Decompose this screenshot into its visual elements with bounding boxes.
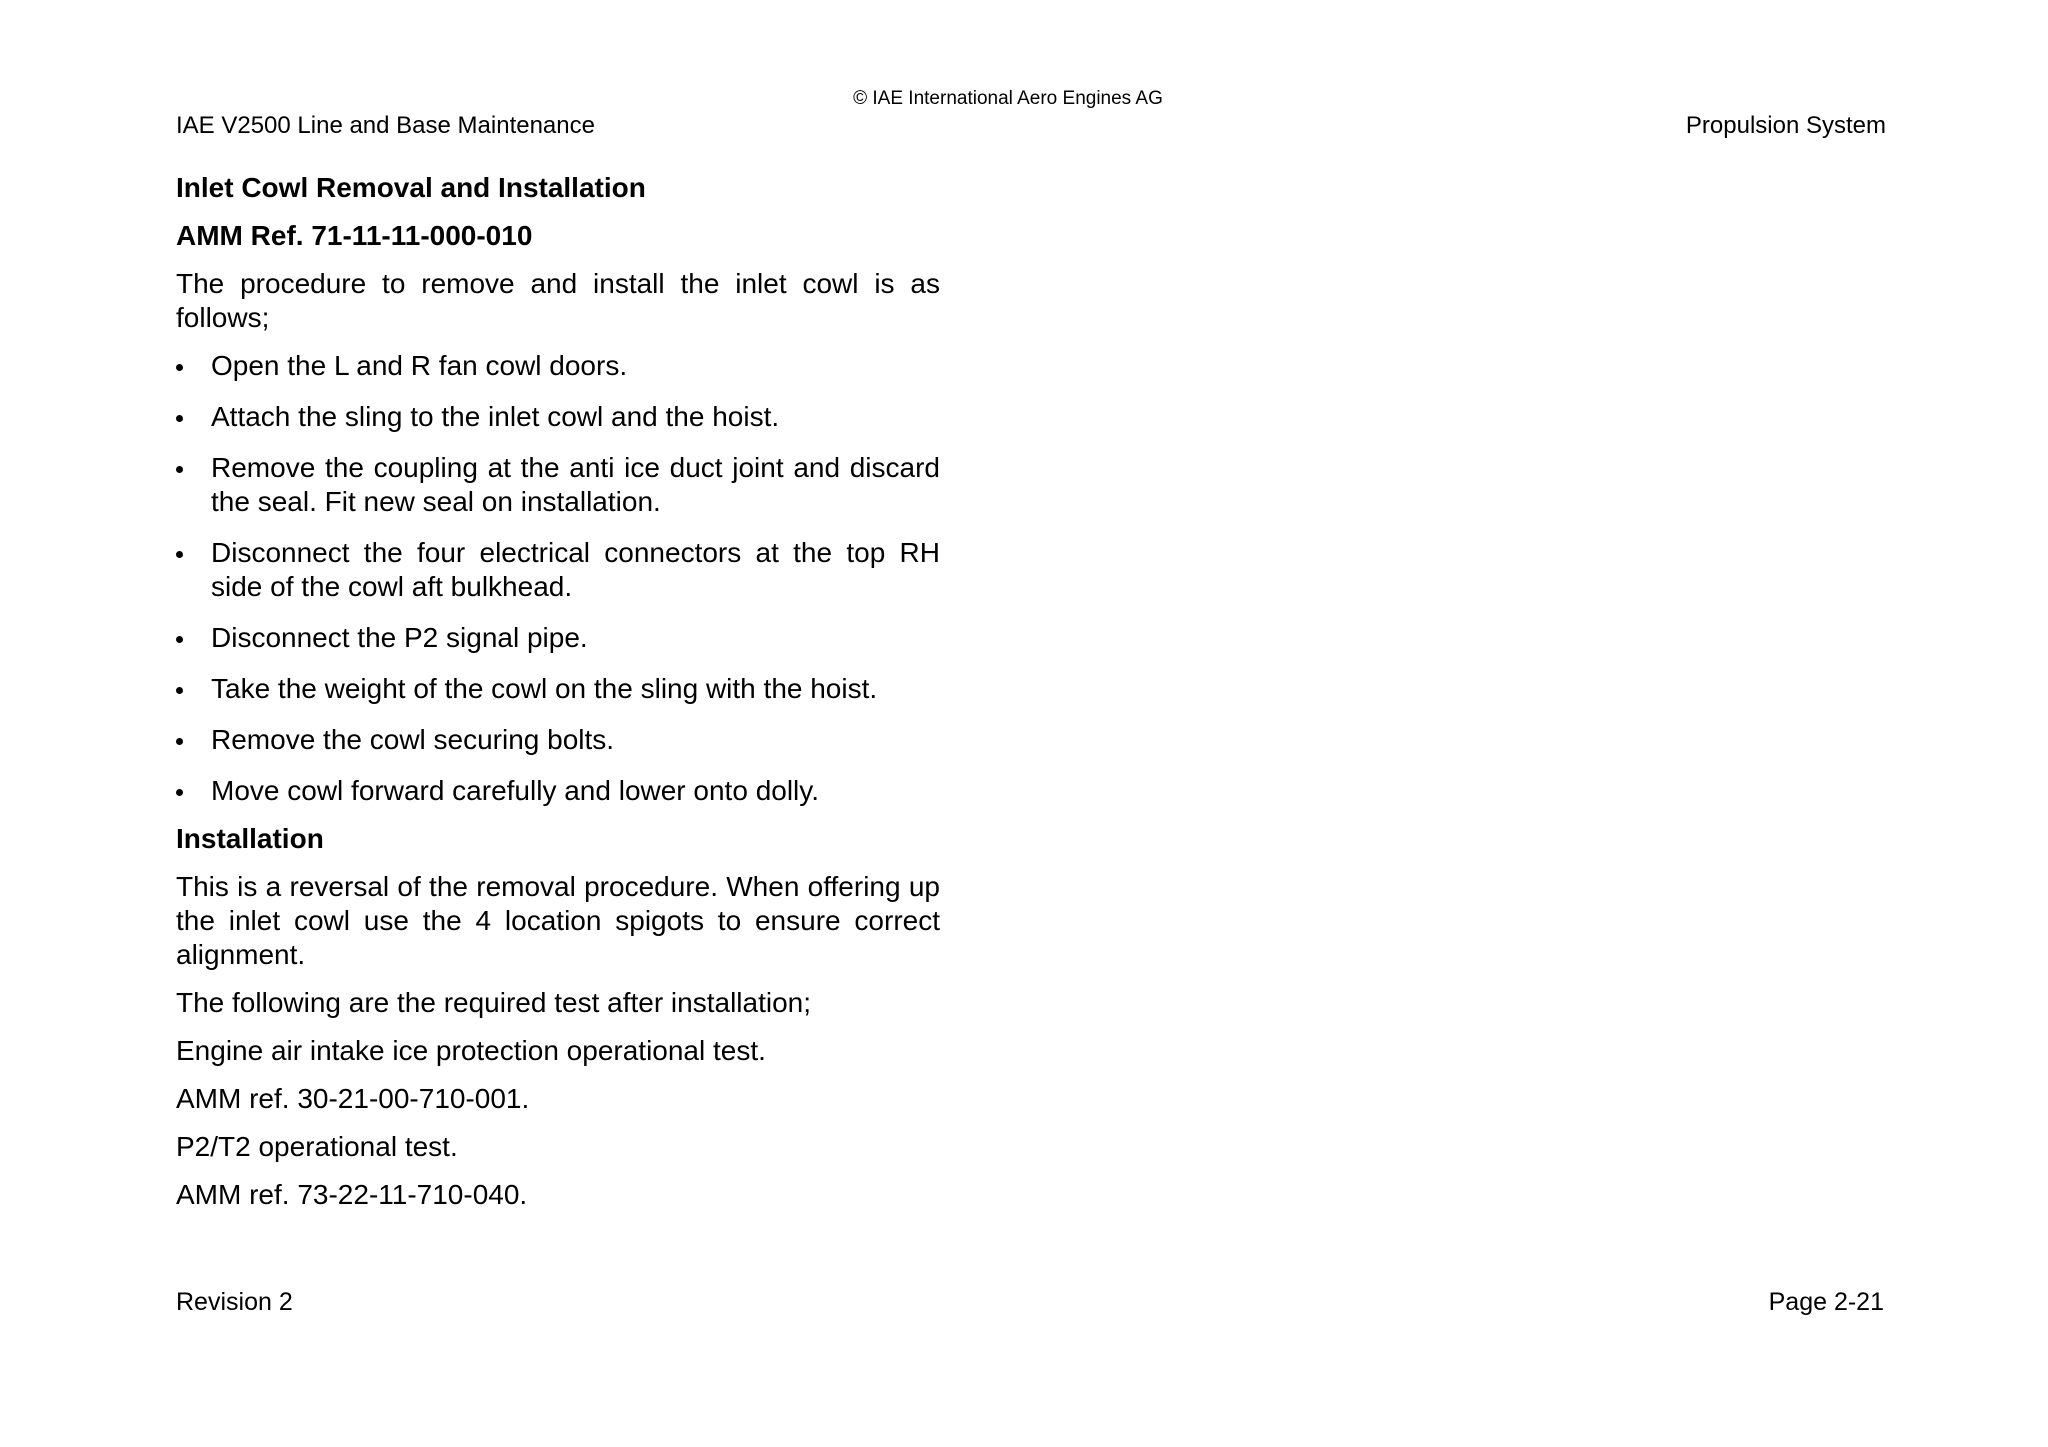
page-title: Inlet Cowl Removal and Installation: [176, 172, 646, 203]
bullet-icon: [176, 636, 183, 643]
test-1-name: Engine air intake ice protection operational test.: [176, 1035, 766, 1066]
list-item: [176, 774, 940, 808]
intro-paragraph: The procedure to remove and install the inlet cowl is as follows;: [176, 268, 940, 333]
header-section-title: Propulsion System: [1685, 112, 1886, 139]
list-item: [176, 400, 940, 434]
header-manual-title: IAE V2500 Line and Base Maintenance: [176, 112, 595, 139]
footer-page-number: Page 2-21: [1768, 1288, 1884, 1316]
bullet-icon: [176, 466, 183, 473]
copyright-text: © IAE International Aero Engines AG: [853, 88, 1163, 109]
bullet-icon: [176, 789, 183, 796]
list-item: [176, 536, 940, 604]
installation-paragraph: This is a reversal of the removal procedure. When offering up the inlet cowl use the 4 location spigots to ensure correct alignment.: [176, 871, 940, 970]
list-item: [176, 451, 940, 519]
bullet-icon: [176, 738, 183, 745]
test-2-name: P2/T2 operational test.: [176, 1131, 458, 1162]
step-text: Attach the sling to the inlet cowl and the hoist.: [211, 401, 780, 432]
tests-intro: The following are the required test after installation;: [176, 987, 812, 1018]
step-text: Take the weight of the cowl on the sling with the hoist.: [211, 673, 878, 704]
test-1-reference: AMM ref. 30-21-00-710-001.: [176, 1083, 530, 1114]
bullet-icon: [176, 415, 183, 422]
step-text: Disconnect the four electrical connectors at the top RH side of the cowl aft bulkhead.: [211, 537, 940, 602]
amm-reference: AMM Ref. 71-11-11-000-010: [176, 220, 533, 251]
bullet-icon: [176, 687, 183, 694]
list-item: [176, 672, 940, 706]
header-copyright: [0, 88, 2048, 110]
step-text: Open the L and R fan cowl doors.: [211, 350, 628, 381]
step-text: Move cowl forward carefully and lower onto dolly.: [211, 775, 819, 806]
bullet-icon: [176, 364, 183, 371]
list-item: [176, 349, 940, 383]
main-content: [176, 171, 940, 1226]
test-2-reference: AMM ref. 73-22-11-710-040.: [176, 1179, 528, 1210]
procedure-steps: [176, 349, 940, 808]
bullet-icon: [176, 551, 183, 558]
list-item: [176, 621, 940, 655]
footer-revision: Revision 2: [176, 1288, 293, 1316]
list-item: [176, 723, 940, 757]
installation-heading: Installation: [176, 823, 324, 854]
step-text: Remove the coupling at the anti ice duct joint and discard the seal. Fit new seal on installation.: [211, 452, 940, 517]
step-text: Disconnect the P2 signal pipe.: [211, 622, 588, 653]
step-text: Remove the cowl securing bolts.: [211, 724, 615, 755]
